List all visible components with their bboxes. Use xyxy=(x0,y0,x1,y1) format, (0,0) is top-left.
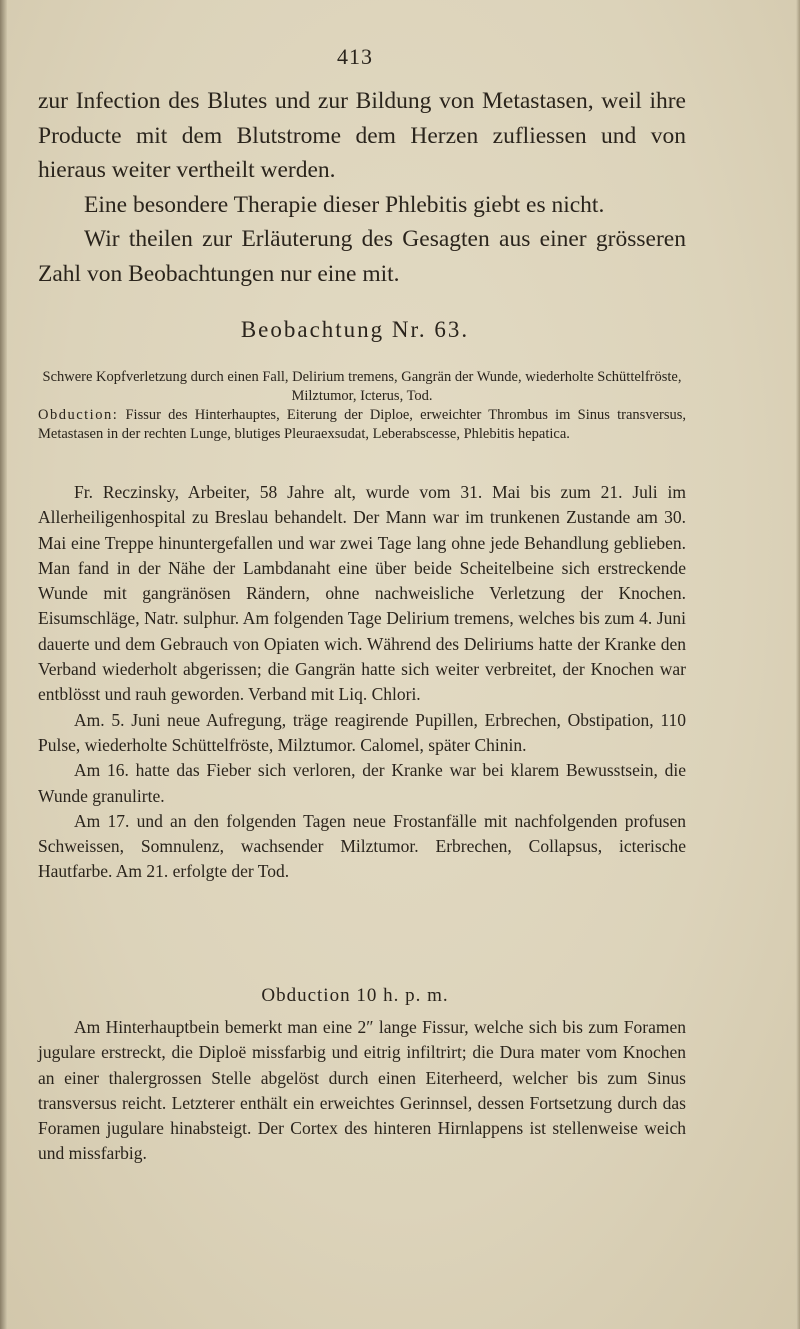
intro-paragraph: Wir theilen zur Erläuterung des Gesagten aus einer grösseren Zahl von Beobachtungen nur eine mit. xyxy=(38,226,686,287)
case-report xyxy=(38,480,686,885)
intro-paragraph: zur Infection des Blutes und zur Bildung von Metastasen, weil ihre Producte mit dem Blutstrome dem Herzen zufliessen und von hieraus weiter vertheilt werden. xyxy=(38,88,686,183)
report-paragraph: Am. 5. Juni neue Aufregung, träge reagirende Pupillen, Erbrechen, Obstipation, 110 Pulse, wiederholte Schüttelfröste, Milztumor. Calomel, später Chinin. xyxy=(38,709,686,755)
report-paragraph: Fr. Reczinsky, Arbeiter, 58 Jahre alt, wurde vom 31. Mai bis zum 21. Juli im Allerheiligenhospital zu Breslau behandelt. Der Mann war im trunkenen Zustande am 30. Mai eine Treppe hinuntergefallen und war zwei Tage lang ohne jede Behandlung geblieben. Man fand in der Nähe der Lambdanaht eine über beide Scheitelbeine sich erstreckende Wunde mit gangränösen Rändern, ohne nachweisliche Verletzung der Knochen. Eisumschläge, Natr. sulphur. Am folgenden Tage Delirium tremens, welches bis zum 4. Juni dauerte und dem Gebrauch von Opiaten wich. Während des Deliriums hatte der Kranke den Verband wiederholt abgerissen; die Gangrän hatte sich weiter verbreitet, der Knochen war entblösst und rauh geworden. Verband mit Liq. Chlori. xyxy=(38,482,686,705)
report-paragraph: Am 17. und an den folgenden Tagen neue Frostanfälle mit nachfolgenden profusen Schweissen, Somnulenz, wachsender Milztumor. Erbrechen, Collapsus, icterische Hautfarbe. Am 21. erfolgte der Tod. xyxy=(38,810,686,882)
report-paragraph: Am 16. hatte das Fieber sich verloren, der Kranke war bei klarem Bewusstsein, die Wunde granulirte. xyxy=(38,760,686,806)
case-summary xyxy=(38,368,686,444)
obduction-section xyxy=(38,1015,686,1167)
obduction-summary-text: Fissur des Hinterhauptes, Eiterung der Diploe, erweichter Thrombus im Sinus transversus, Metastasen in der rechten Lunge, blutiges Pleuraexsudat, Leberabscesse, Phlebitis hepatica. xyxy=(38,407,686,442)
page-binding-edge xyxy=(0,0,7,1329)
intro-section xyxy=(38,84,686,291)
page-number: 413 xyxy=(337,44,373,69)
page-right-edge xyxy=(796,0,800,1329)
summary-obduction xyxy=(38,406,686,444)
obduction-label: Obduction: xyxy=(38,407,119,423)
summary-line: Schwere Kopfverletzung durch einen Fall, Delirium tremens, Gangrän der Wunde, wiederholte Schüttelfröste, Milztumor, Icterus, Tod. xyxy=(42,369,682,404)
obduction-paragraph: Am Hinterhauptbein bemerkt man eine 2″ lange Fissur, welche sich bis zum Foramen jugulare erstreckt, die Diploë missfarbig und eitrig infiltrirt; die Dura mater vom Knochen an einer thalergrossen Stelle abgelöst durch einen Eiterheerd, welcher bis zum Sinus transversus reicht. Letzterer enthält ein erweichtes Gerinnsel, dessen Fortsetzung durch das Foramen jugulare hinabsteigt. Der Cortex des hinteren Hirnlappens ist stellenweise weich und missfarbig. xyxy=(38,1017,686,1164)
obduction-heading: Obduction 10 h. p. m. xyxy=(261,985,449,1006)
observation-title: Beobachtung Nr. 63. xyxy=(240,317,470,342)
intro-paragraph: Eine besondere Therapie dieser Phlebitis giebt es nicht. xyxy=(84,191,605,218)
